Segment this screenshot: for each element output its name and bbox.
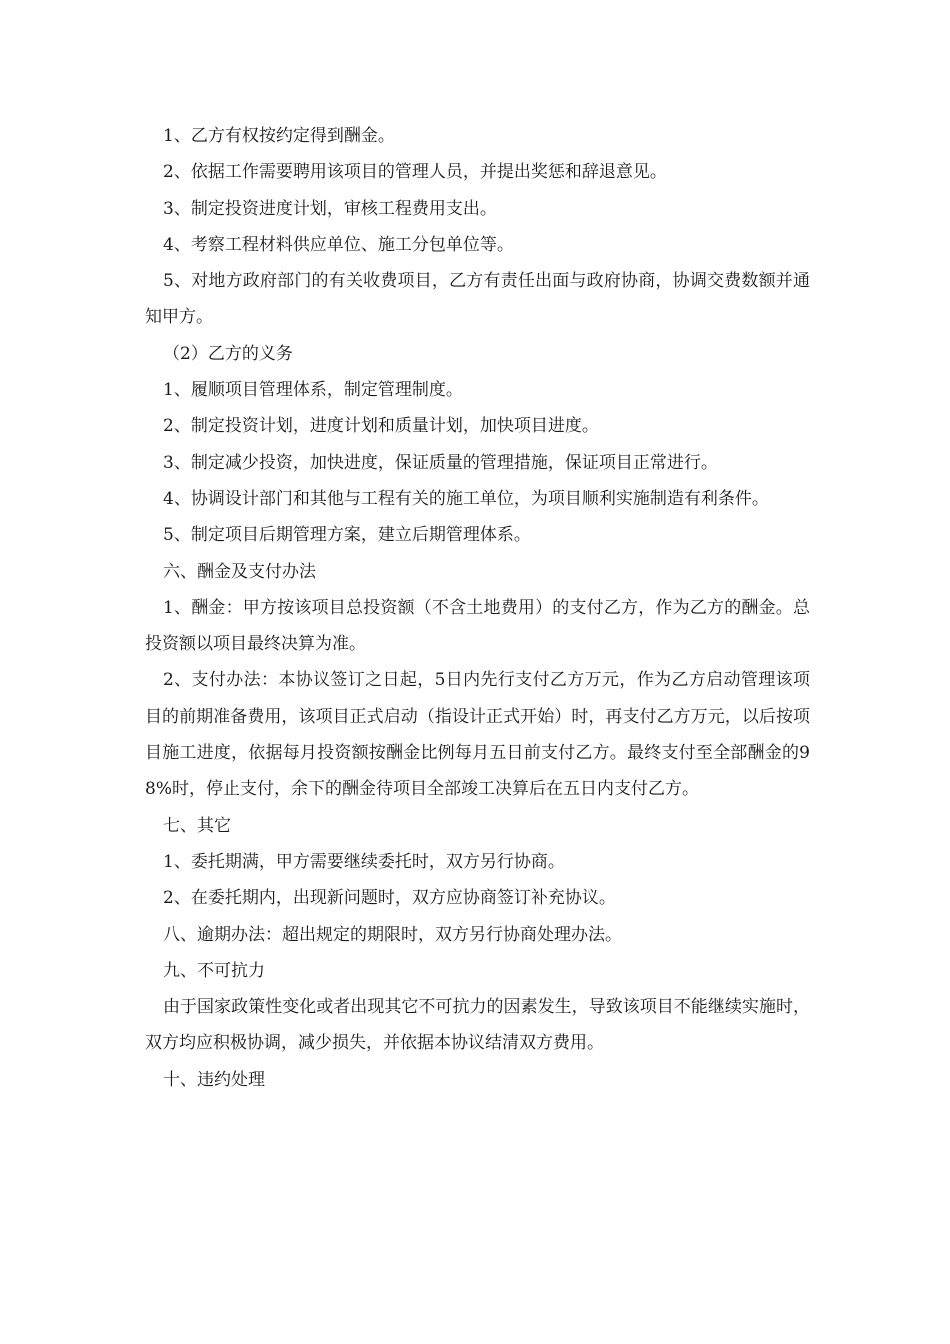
section-heading-other: 七、其它 [163,815,231,836]
document-body [145,118,810,1098]
section-heading-force-majeure: 九、不可抗力 [163,960,265,981]
section-heading-obligations: （2）乙方的义务 [163,343,293,364]
paragraph-other-2: 2、在委托期内，出现新问题时，双方应协商签订补充协议。 [163,888,616,909]
section-heading-remuneration: 六、酬金及支付办法 [163,561,316,582]
section-heading-breach: 十、违约处理 [163,1069,265,1090]
paragraph-obligation-5: 5、制定项目后期管理方案，建立后期管理体系。 [163,525,531,546]
paragraph-force-majeure: 由于国家政策性变化或者出现其它不可抗力的因素发生，导致该项目不能继续实施时，双方均应积极协调，减少损失，并依据本协议结清双方费用。 [145,997,810,1054]
paragraph-obligation-4: 4、协调设计部门和其他与工程有关的施工单位，为项目顺利实施制造有利条件。 [163,488,769,509]
paragraph-obligation-2: 2、制定投资计划，进度计划和质量计划，加快项目进度。 [163,416,599,437]
paragraph-right-1: 1、乙方有权按约定得到酬金。 [163,126,395,146]
paragraph-obligation-1: 1、履顺项目管理体系，制定管理制度。 [163,380,463,401]
paragraph-right-2: 2、依据工作需要聘用该项目的管理人员，并提出奖惩和辞退意见。 [163,162,667,183]
paragraph-remuneration-1: 1、酬金：甲方按该项目总投资额（不含土地费用）的支付乙方，作为乙方的酬金。总投资额以项目最终决算为准。 [145,597,810,655]
paragraph-obligation-3: 3、制定减少投资，加快进度，保证质量的管理措施，保证项目正常进行。 [163,452,718,473]
paragraph-right-5: 5、对地方政府部门的有关收费项目，乙方有责任出面与政府协商，协调交费数额并通知甲方。 [145,271,810,328]
paragraph-remuneration-2: 2、支付办法：本协议签订之日起，5日内先行支付乙方万元，作为乙方启动管理该项目的前期准备费用，该项目正式启动（指设计正式开始）时，再支付乙方万元，以后按项目施工进度，依据每月投资额按酬金比例每月五日前支付乙方。最终支付至全部酬金的98%时，停止支付，余下的酬金待项目全部竣工决算后在五日内支付乙方。 [145,670,810,800]
paragraph-other-1: 1、委托期满，甲方需要继续委托时，双方另行协商。 [163,851,565,872]
paragraph-right-4: 4、考察工程材料供应单位、施工分包单位等。 [163,234,514,255]
section-heading-overdue: 八、逾期办法：超出规定的期限时，双方另行协商处理办法。 [163,924,622,945]
paragraph-right-3: 3、制定投资进度计划，审核工程费用支出。 [163,198,497,219]
